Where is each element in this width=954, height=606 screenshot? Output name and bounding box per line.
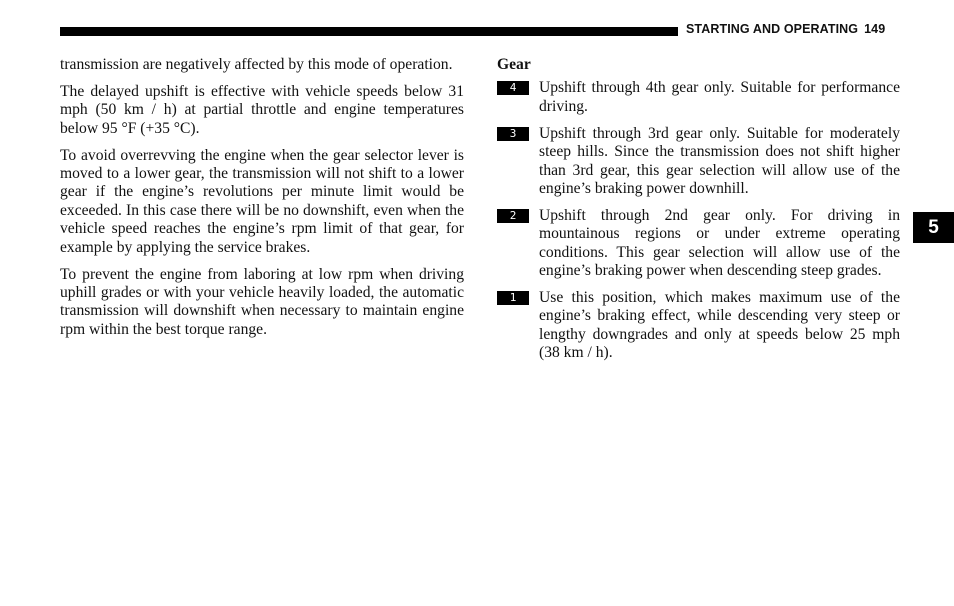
page-number: 149: [864, 22, 886, 36]
gear-item-2: [497, 207, 900, 281]
chapter-tab: 5: [913, 212, 954, 243]
gear-4-badge-icon: 4: [497, 81, 529, 95]
gear-item-3: [497, 125, 900, 199]
left-column: [60, 56, 464, 348]
gear-heading: Gear: [497, 56, 531, 73]
gear-item-4: [497, 79, 900, 116]
right-column: [497, 56, 900, 371]
gear-2-badge-icon: 2: [497, 209, 529, 223]
section-title: STARTING AND OPERATING: [686, 22, 859, 36]
header-rule: [60, 27, 678, 36]
paragraph: To prevent the engine from laboring at low rpm when driving uphill grades or with your vehicle heavily loaded, the automatic transmission will downshift when necessary to maintain engine rpm within the best torque range.: [60, 265, 464, 338]
gear-1-badge-icon: 1: [497, 291, 529, 305]
paragraph: The delayed upshift is effective with vehicle speeds below 31 mph (50 km / h) at partial throttle and engine temperatures below 95 °F (+35 °C).: [60, 82, 464, 137]
paragraph: transmission are negatively affected by this mode of operation.: [60, 56, 453, 73]
paragraph: To avoid overrevving the engine when the gear selector lever is moved to a lower gear, the transmission will not shift to a lower gear if the engine’s revolutions per minute limit would be exceeded. In this case there will be no downshift, even when the vehicle speed reaches the engine’s rpm limit of that gear, for example by applying the service brakes.: [60, 146, 464, 256]
running-header: [686, 22, 885, 36]
gear-3-description: Upshift through 3rd gear only. Suitable for moderately steep hills. Since the transmission does not shift higher than 3rd gear, this gear selection will allow use of the engine’s braking power downhill.: [539, 124, 900, 197]
gear-1-description: Use this position, which makes maximum use of the engine’s braking effect, while descending very steep or lengthy downgrades and only at speeds below 25 mph (38 km / h).: [539, 288, 900, 362]
gear-2-description: Upshift through 2nd gear only. For driving in mountainous regions or under extreme operating conditions. This gear selection will allow use of the engine’s braking power when descending steep grades.: [539, 206, 900, 280]
gear-3-badge-icon: 3: [497, 127, 529, 141]
gear-4-description: Upshift through 4th gear only. Suitable for performance driving.: [539, 79, 900, 115]
gear-item-1: [497, 289, 900, 363]
